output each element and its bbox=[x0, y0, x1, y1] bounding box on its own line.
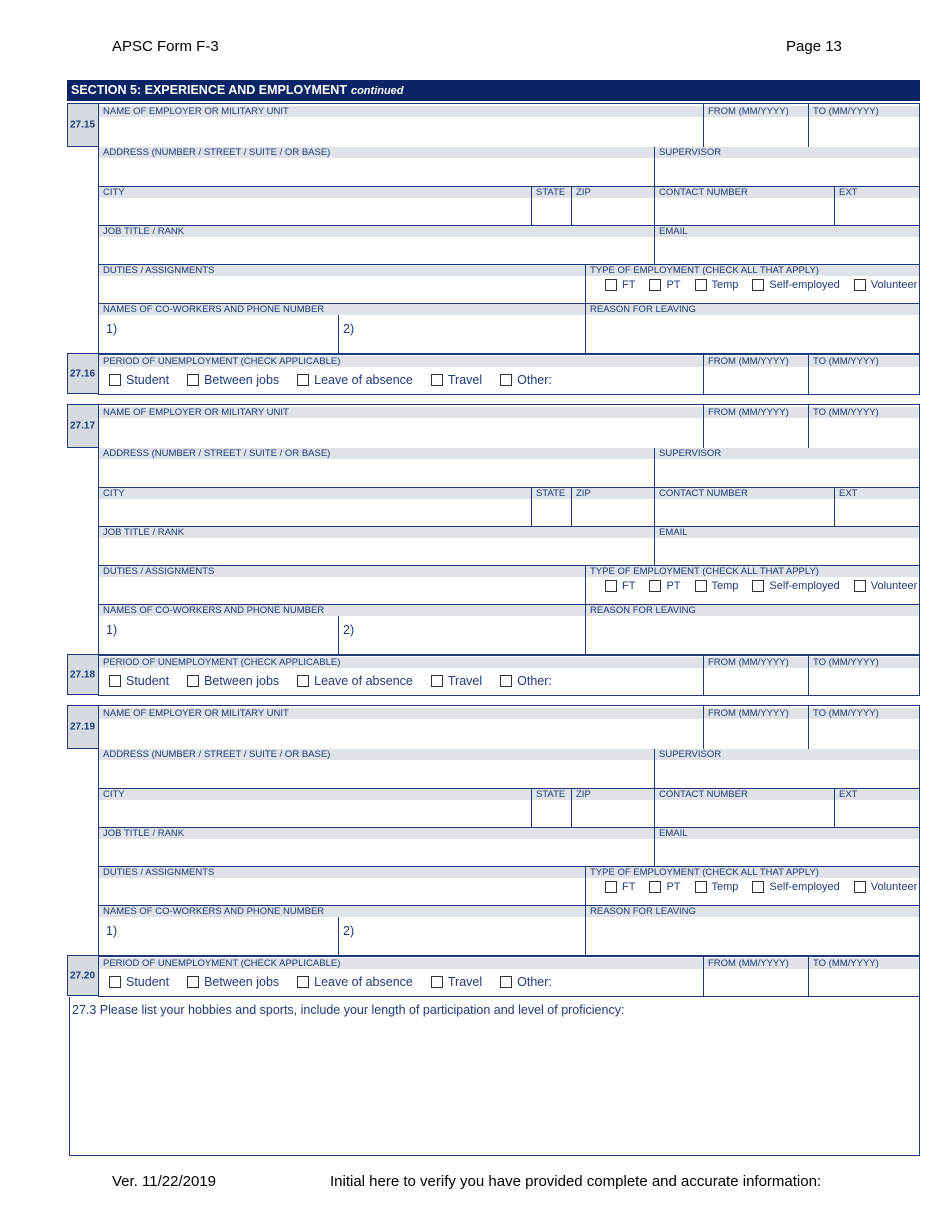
contact-label: CONTACT NUMBER bbox=[655, 187, 834, 198]
unemployment-option-label: Between jobs bbox=[204, 674, 280, 688]
from-label: FROM (MM/YYYY) bbox=[704, 407, 808, 418]
employment-type-options bbox=[605, 277, 931, 293]
duties-label: DUTIES / ASSIGNMENTS bbox=[99, 566, 585, 577]
employment-type-option-label: Temp bbox=[711, 580, 739, 592]
rule bbox=[98, 103, 920, 104]
address-label: ADDRESS (NUMBER / STREET / SUITE / OR BASE) bbox=[99, 448, 654, 459]
contact-label: CONTACT NUMBER bbox=[655, 789, 834, 800]
ext-field[interactable] bbox=[835, 499, 919, 526]
unemployment-label: PERIOD OF UNEMPLOYMENT (CHECK APPLICABLE) bbox=[99, 356, 703, 367]
checkbox[interactable] bbox=[854, 279, 866, 291]
address-label: ADDRESS (NUMBER / STREET / SUITE / OR BASE) bbox=[99, 147, 654, 158]
to-label: TO (MM/YYYY) bbox=[809, 407, 919, 418]
coworker-1-label: 1) bbox=[106, 924, 118, 938]
unemployment-option[interactable] bbox=[187, 975, 279, 989]
checkbox[interactable] bbox=[187, 675, 199, 687]
address-field[interactable] bbox=[99, 761, 654, 788]
coworker-2-label: 2) bbox=[343, 322, 355, 336]
ext-field[interactable] bbox=[835, 198, 919, 225]
employment-type-option[interactable] bbox=[854, 580, 917, 592]
coworker-1-field[interactable] bbox=[120, 315, 338, 353]
unemployment-from-field[interactable] bbox=[704, 668, 808, 695]
supervisor-field[interactable] bbox=[655, 159, 919, 186]
unemployment-option-label: Between jobs bbox=[204, 373, 280, 387]
checkbox[interactable] bbox=[431, 976, 443, 988]
supervisor-field[interactable] bbox=[655, 761, 919, 788]
unemployment-option[interactable] bbox=[500, 975, 552, 989]
email-label: EMAIL bbox=[655, 828, 919, 839]
unemployment-option-label: Other: bbox=[517, 975, 552, 989]
unemployment-option-label: Leave of absence bbox=[314, 373, 413, 387]
unemployment-number-text: 27.16 bbox=[70, 368, 96, 379]
employment-type-option[interactable] bbox=[695, 580, 739, 592]
checkbox[interactable] bbox=[297, 374, 309, 386]
to-date-field[interactable] bbox=[809, 719, 919, 749]
hobbies-question: 27.3 Please list your hobbies and sports, include your length of participation and level of proficiency: bbox=[72, 1003, 625, 1017]
coworkers-label: NAMES OF CO-WORKERS AND PHONE NUMBER bbox=[99, 906, 585, 917]
unemployment-to-field[interactable] bbox=[809, 367, 919, 394]
employment-type-option[interactable] bbox=[854, 279, 917, 291]
unemployment-option-label: Leave of absence bbox=[314, 975, 413, 989]
supervisor-field[interactable] bbox=[655, 460, 919, 487]
city-label: CITY bbox=[99, 187, 531, 198]
unemployment-label: PERIOD OF UNEMPLOYMENT (CHECK APPLICABLE) bbox=[99, 958, 703, 969]
checkbox[interactable] bbox=[695, 580, 707, 592]
initial-prompt: Initial here to verify you have provided complete and accurate information: bbox=[330, 1173, 822, 1190]
duties-field[interactable] bbox=[99, 276, 585, 303]
employment-type-label: TYPE OF EMPLOYMENT (CHECK ALL THAT APPLY) bbox=[586, 867, 919, 878]
employer-label: NAME OF EMPLOYER OR MILITARY UNIT bbox=[99, 708, 703, 719]
job-title-field[interactable] bbox=[99, 237, 654, 264]
from-date-field[interactable] bbox=[704, 117, 808, 147]
employment-type-option-label: FT bbox=[622, 881, 636, 893]
employment-number-text: 27.19 bbox=[70, 721, 96, 733]
unemployment-option-label: Other: bbox=[517, 373, 552, 387]
checkbox[interactable] bbox=[500, 374, 512, 386]
coworkers-label: NAMES OF CO-WORKERS AND PHONE NUMBER bbox=[99, 605, 585, 616]
section-title-text: SECTION 5: EXPERIENCE AND EMPLOYMENT bbox=[71, 83, 347, 97]
unemployment-option[interactable] bbox=[500, 373, 552, 387]
duties-label: DUTIES / ASSIGNMENTS bbox=[99, 265, 585, 276]
unemployment-option-label: Between jobs bbox=[204, 975, 280, 989]
supervisor-label: SUPERVISOR bbox=[655, 749, 919, 760]
employer-label: NAME OF EMPLOYER OR MILITARY UNIT bbox=[99, 106, 703, 117]
coworker-2-field[interactable] bbox=[357, 315, 585, 353]
unemployment-option-label: Travel bbox=[447, 975, 483, 989]
coworker-2-field[interactable] bbox=[357, 616, 585, 654]
address-field[interactable] bbox=[99, 159, 654, 186]
unemployment-option[interactable] bbox=[431, 674, 482, 688]
checkbox[interactable] bbox=[431, 374, 443, 386]
rule bbox=[338, 315, 339, 353]
contact-number-field[interactable] bbox=[655, 499, 834, 526]
rule bbox=[98, 955, 920, 957]
employment-type-option[interactable] bbox=[752, 279, 839, 291]
unemployment-option[interactable] bbox=[500, 674, 552, 688]
employment-type-options bbox=[605, 578, 931, 594]
checkbox[interactable] bbox=[649, 881, 661, 893]
checkbox[interactable] bbox=[297, 976, 309, 988]
job-title-label: JOB TITLE / RANK bbox=[99, 527, 654, 538]
unemployment-to-label: TO (MM/YYYY) bbox=[809, 657, 919, 668]
coworker-1-field[interactable] bbox=[120, 917, 338, 955]
unemployment-to-field[interactable] bbox=[809, 668, 919, 695]
checkbox[interactable] bbox=[649, 580, 661, 592]
employment-type-option-label: Volunteer bbox=[870, 881, 918, 893]
employer-label: NAME OF EMPLOYER OR MILITARY UNIT bbox=[99, 407, 703, 418]
employer-field[interactable] bbox=[99, 418, 703, 448]
supervisor-label: SUPERVISOR bbox=[655, 147, 919, 158]
employment-type-option[interactable] bbox=[695, 279, 739, 291]
state-field[interactable] bbox=[532, 198, 571, 225]
zip-label: ZIP bbox=[572, 187, 654, 198]
unemployment-number-text: 27.18 bbox=[70, 669, 96, 680]
hobbies-box[interactable] bbox=[69, 997, 920, 1156]
employment-number bbox=[67, 404, 98, 448]
checkbox[interactable] bbox=[109, 976, 121, 988]
employment-type-option[interactable] bbox=[649, 279, 680, 291]
checkbox[interactable] bbox=[752, 580, 764, 592]
from-date-field[interactable] bbox=[704, 418, 808, 448]
state-label: STATE bbox=[532, 488, 571, 499]
unemployment-option[interactable] bbox=[187, 373, 279, 387]
section-continued: continued bbox=[350, 85, 404, 97]
coworker-1-label: 1) bbox=[106, 322, 118, 336]
employment-type-option[interactable] bbox=[605, 881, 635, 893]
section-title bbox=[67, 80, 920, 101]
form-name: APSC Form F-3 bbox=[112, 38, 219, 55]
city-label: CITY bbox=[99, 488, 531, 499]
checkbox[interactable] bbox=[752, 881, 764, 893]
state-field[interactable] bbox=[532, 800, 571, 827]
coworker-2-label: 2) bbox=[343, 924, 355, 938]
employment-number-text: 27.15 bbox=[70, 119, 96, 131]
employment-type-option-label: Temp bbox=[711, 881, 739, 893]
unemployment-options bbox=[109, 371, 570, 389]
state-label: STATE bbox=[532, 789, 571, 800]
unemployment-option[interactable] bbox=[431, 373, 482, 387]
employment-type-option[interactable] bbox=[649, 580, 680, 592]
contact-number-field[interactable] bbox=[655, 800, 834, 827]
unemployment-option-label: Student bbox=[126, 674, 170, 688]
unemployment-option-label: Travel bbox=[447, 373, 483, 387]
duties-field[interactable] bbox=[99, 878, 585, 905]
unemployment-number bbox=[67, 353, 98, 394]
checkbox[interactable] bbox=[109, 374, 121, 386]
city-field[interactable] bbox=[99, 499, 531, 526]
employment-type-option[interactable] bbox=[695, 881, 739, 893]
job-title-label: JOB TITLE / RANK bbox=[99, 226, 654, 237]
checkbox[interactable] bbox=[695, 279, 707, 291]
unemployment-number bbox=[67, 955, 98, 996]
reason-field[interactable] bbox=[586, 315, 919, 353]
checkbox[interactable] bbox=[187, 976, 199, 988]
zip-field[interactable] bbox=[572, 499, 654, 526]
zip-field[interactable] bbox=[572, 800, 654, 827]
unemployment-option-label: Student bbox=[126, 373, 170, 387]
coworkers-label: NAMES OF CO-WORKERS AND PHONE NUMBER bbox=[99, 304, 585, 315]
employment-type-option[interactable] bbox=[854, 881, 917, 893]
unemployment-to-field[interactable] bbox=[809, 969, 919, 996]
contact-number-field[interactable] bbox=[655, 198, 834, 225]
employment-number bbox=[67, 705, 98, 749]
unemployment-option[interactable] bbox=[109, 373, 169, 387]
employment-type-option-label: FT bbox=[622, 279, 636, 291]
employment-type-option-label: Volunteer bbox=[870, 279, 918, 291]
checkbox[interactable] bbox=[500, 675, 512, 687]
email-label: EMAIL bbox=[655, 527, 919, 538]
unemployment-number-text: 27.20 bbox=[70, 970, 96, 981]
reason-label: REASON FOR LEAVING bbox=[586, 304, 919, 315]
to-label: TO (MM/YYYY) bbox=[809, 106, 919, 117]
reason-label: REASON FOR LEAVING bbox=[586, 605, 919, 616]
rule bbox=[98, 705, 920, 706]
contact-label: CONTACT NUMBER bbox=[655, 488, 834, 499]
coworker-2-field[interactable] bbox=[357, 917, 585, 955]
unemployment-label: PERIOD OF UNEMPLOYMENT (CHECK APPLICABLE) bbox=[99, 657, 703, 668]
unemployment-from-field[interactable] bbox=[704, 367, 808, 394]
unemployment-option[interactable] bbox=[297, 975, 413, 989]
employment-type-option-label: PT bbox=[666, 279, 681, 291]
checkbox[interactable] bbox=[752, 279, 764, 291]
from-label: FROM (MM/YYYY) bbox=[704, 106, 808, 117]
employment-type-option[interactable] bbox=[649, 881, 680, 893]
unemployment-option[interactable] bbox=[109, 674, 169, 688]
address-field[interactable] bbox=[99, 460, 654, 487]
zip-label: ZIP bbox=[572, 789, 654, 800]
state-label: STATE bbox=[532, 187, 571, 198]
employer-field[interactable] bbox=[99, 719, 703, 749]
duties-label: DUTIES / ASSIGNMENTS bbox=[99, 867, 585, 878]
unemployment-from-field[interactable] bbox=[704, 969, 808, 996]
rule bbox=[338, 616, 339, 654]
unemployment-option-label: Travel bbox=[447, 674, 483, 688]
duties-field[interactable] bbox=[99, 577, 585, 604]
checkbox[interactable] bbox=[649, 279, 661, 291]
checkbox[interactable] bbox=[109, 675, 121, 687]
job-title-label: JOB TITLE / RANK bbox=[99, 828, 654, 839]
unemployment-from-label: FROM (MM/YYYY) bbox=[704, 657, 808, 668]
checkbox[interactable] bbox=[431, 675, 443, 687]
employment-number-text: 27.17 bbox=[70, 420, 96, 432]
reason-label: REASON FOR LEAVING bbox=[586, 906, 919, 917]
employment-type-option-label: Temp bbox=[711, 279, 739, 291]
unemployment-to-label: TO (MM/YYYY) bbox=[809, 356, 919, 367]
rule bbox=[98, 394, 920, 395]
zip-field[interactable] bbox=[572, 198, 654, 225]
unemployment-option[interactable] bbox=[297, 373, 413, 387]
unemployment-options bbox=[109, 973, 570, 991]
employment-type-option-label: PT bbox=[666, 881, 681, 893]
employment-type-option[interactable] bbox=[605, 580, 635, 592]
employment-type-option-label: Self-employed bbox=[769, 580, 840, 592]
checkbox[interactable] bbox=[854, 580, 866, 592]
employer-field[interactable] bbox=[99, 117, 703, 147]
employment-number bbox=[67, 103, 98, 147]
rule bbox=[98, 695, 920, 696]
page-number: Page 13 bbox=[786, 38, 842, 55]
checkbox[interactable] bbox=[854, 881, 866, 893]
state-field[interactable] bbox=[532, 499, 571, 526]
rule bbox=[98, 654, 920, 656]
coworker-2-label: 2) bbox=[343, 623, 355, 637]
unemployment-option[interactable] bbox=[297, 674, 413, 688]
email-field[interactable] bbox=[655, 237, 919, 264]
email-field[interactable] bbox=[655, 839, 919, 866]
employment-type-option[interactable] bbox=[605, 279, 635, 291]
from-label: FROM (MM/YYYY) bbox=[704, 708, 808, 719]
employment-type-label: TYPE OF EMPLOYMENT (CHECK ALL THAT APPLY) bbox=[586, 566, 919, 577]
city-label: CITY bbox=[99, 789, 531, 800]
checkbox[interactable] bbox=[605, 279, 617, 291]
to-date-field[interactable] bbox=[809, 117, 919, 147]
reason-field[interactable] bbox=[586, 616, 919, 654]
email-label: EMAIL bbox=[655, 226, 919, 237]
unemployment-to-label: TO (MM/YYYY) bbox=[809, 958, 919, 969]
rule bbox=[338, 917, 339, 955]
checkbox[interactable] bbox=[605, 580, 617, 592]
zip-label: ZIP bbox=[572, 488, 654, 499]
supervisor-label: SUPERVISOR bbox=[655, 448, 919, 459]
unemployment-from-label: FROM (MM/YYYY) bbox=[704, 356, 808, 367]
checkbox[interactable] bbox=[605, 881, 617, 893]
version: Ver. 11/22/2019 bbox=[112, 1173, 216, 1190]
checkbox[interactable] bbox=[187, 374, 199, 386]
rule bbox=[98, 353, 920, 355]
ext-label: EXT bbox=[835, 187, 919, 198]
employment-type-label: TYPE OF EMPLOYMENT (CHECK ALL THAT APPLY) bbox=[586, 265, 919, 276]
unemployment-option-label: Leave of absence bbox=[314, 674, 413, 688]
unemployment-number bbox=[67, 654, 98, 695]
to-date-field[interactable] bbox=[809, 418, 919, 448]
unemployment-options bbox=[109, 672, 570, 690]
employment-type-option[interactable] bbox=[752, 881, 839, 893]
to-label: TO (MM/YYYY) bbox=[809, 708, 919, 719]
unemployment-option[interactable] bbox=[109, 975, 169, 989]
city-field[interactable] bbox=[99, 800, 531, 827]
ext-field[interactable] bbox=[835, 800, 919, 827]
unemployment-option-label: Student bbox=[126, 975, 170, 989]
unemployment-option-label: Other: bbox=[517, 674, 552, 688]
rule bbox=[98, 404, 920, 405]
employment-type-option-label: PT bbox=[666, 580, 681, 592]
job-title-field[interactable] bbox=[99, 538, 654, 565]
employment-type-option-label: FT bbox=[622, 580, 636, 592]
city-field[interactable] bbox=[99, 198, 531, 225]
unemployment-from-label: FROM (MM/YYYY) bbox=[704, 958, 808, 969]
employment-type-options bbox=[605, 879, 931, 895]
unemployment-option[interactable] bbox=[431, 975, 482, 989]
employment-type-option-label: Self-employed bbox=[769, 881, 840, 893]
address-label: ADDRESS (NUMBER / STREET / SUITE / OR BASE) bbox=[99, 749, 654, 760]
employment-type-option-label: Self-employed bbox=[769, 279, 840, 291]
reason-field[interactable] bbox=[586, 917, 919, 955]
email-field[interactable] bbox=[655, 538, 919, 565]
employment-type-option-label: Volunteer bbox=[870, 580, 918, 592]
ext-label: EXT bbox=[835, 789, 919, 800]
coworker-1-label: 1) bbox=[106, 623, 118, 637]
employment-type-option[interactable] bbox=[752, 580, 839, 592]
checkbox[interactable] bbox=[297, 675, 309, 687]
job-title-field[interactable] bbox=[99, 839, 654, 866]
ext-label: EXT bbox=[835, 488, 919, 499]
from-date-field[interactable] bbox=[704, 719, 808, 749]
unemployment-option[interactable] bbox=[187, 674, 279, 688]
checkbox[interactable] bbox=[500, 976, 512, 988]
checkbox[interactable] bbox=[695, 881, 707, 893]
coworker-1-field[interactable] bbox=[120, 616, 338, 654]
